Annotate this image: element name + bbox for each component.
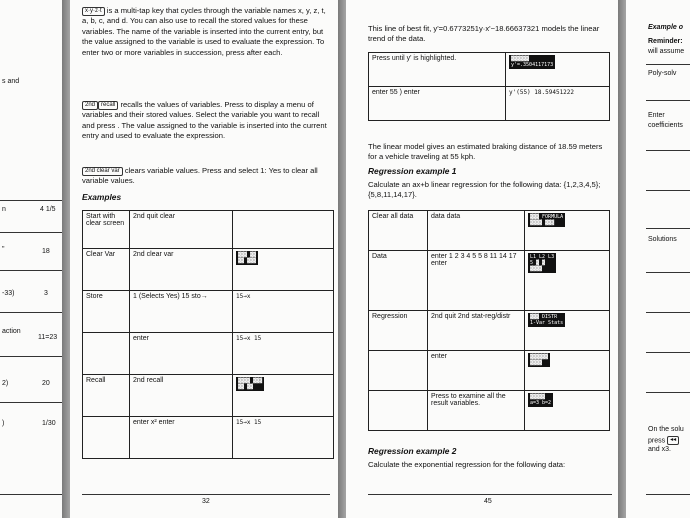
key-sequence: enter: [130, 333, 233, 375]
table-row: [369, 391, 610, 431]
cell-fragment: ): [2, 420, 5, 427]
examples-heading: Examples: [82, 192, 122, 202]
footer-rule: [82, 494, 330, 495]
page-32: [70, 0, 338, 518]
table-rule: [646, 190, 690, 191]
key-sequence: data data: [428, 211, 525, 251]
best-fit-paragraph: This line of best fit, y'=0.6773251y·x'−18.66637321 models the linear trend of the data.: [368, 24, 600, 44]
step-label: [369, 351, 428, 391]
table-rule: [646, 272, 690, 273]
table-row: [369, 311, 610, 351]
step-label: Start with clear screen: [83, 211, 130, 249]
cell-fragment: ": [2, 246, 5, 253]
page-number: 45: [484, 498, 492, 505]
regression-example-1-heading: Regression example 1: [368, 166, 457, 176]
footer-rule: [368, 494, 612, 495]
cell-fragment: 3: [44, 290, 48, 297]
instruction: Press to examine all the result variables.: [428, 391, 525, 431]
text-fragment: will assume: [648, 48, 685, 55]
page-right-fragment: [626, 0, 690, 518]
variable-key-paragraph: x·y·z·t is a multi-tap key that cycles through the variable names x, y, z, t, a, b, c, and d. You can also use to recall the stored values for these variables. The name of the variable is inserted into the current entry, but the value assigned to the variable is used to evaluate the expression. To enter two or more variables in succession, press after each.: [82, 6, 326, 57]
screen-cell: 15→x 15: [233, 333, 334, 375]
key-sequence: enter 55 ) enter: [369, 87, 506, 121]
text-fragment: Enter: [648, 112, 665, 119]
lcd-menu-icon: ▓▓▓ FORMULA ▓▓▓▓ ▓▓▓: [530, 214, 564, 226]
table-rule: [646, 100, 690, 101]
lcd-screen-icon: ▓▓▓▓▓▓ ▓▓▓▓: [530, 354, 549, 366]
example-1-paragraph: Calculate an ax+b linear regression for the following data: {1,2,3,4,5}; {5,8,11,14,17}.: [368, 180, 601, 200]
regression-table: [368, 210, 610, 431]
screen-cell: [525, 391, 610, 431]
step-label: [83, 417, 130, 459]
screen-cell: [525, 311, 610, 351]
step-label: Clear all data: [369, 211, 428, 251]
text-fragment: Poly-solv: [648, 70, 677, 77]
examples-table: [82, 210, 334, 459]
cell-fragment: 2): [2, 380, 9, 387]
text-fragment: coefficients: [648, 122, 683, 129]
key-sequence: 2nd quit clear: [130, 211, 233, 249]
result-paragraph: The linear model gives an estimated braking distance of 18.59 meters for a vehicle traveling at 55 kph.: [368, 142, 603, 162]
clear-var-key-icon: 2nd clear var: [82, 167, 123, 176]
table-row: [83, 249, 334, 291]
table-row: [369, 211, 610, 251]
text-fragment: press ◂◂: [648, 436, 679, 445]
xyzt-key-icon: x·y·z·t: [82, 7, 105, 16]
cell-fragment: action: [2, 328, 21, 335]
table-rule: [646, 312, 690, 313]
cell-fragment: 4 1/5: [40, 206, 56, 213]
cell-fragment: -33): [2, 290, 15, 297]
table-rule: [646, 392, 690, 393]
table-row: [369, 87, 610, 121]
key-sequence: enter: [428, 351, 525, 391]
footer-rule: [0, 494, 62, 495]
screen-cell: [506, 53, 610, 87]
table-rule: [646, 64, 690, 65]
instruction: Press until y' is highlighted.: [369, 53, 506, 87]
lcd-menu-icon: ▓▓▓ ▓▓ ▓▓ ▓▓▓: [238, 252, 257, 264]
screen-cell: [525, 211, 610, 251]
step-label: Regression: [369, 311, 428, 351]
table-row: [83, 291, 334, 333]
key-icon: ◂◂: [667, 436, 679, 445]
table-rule: [0, 312, 62, 313]
cell-fragment: n: [2, 206, 6, 213]
table-rule: [646, 228, 690, 229]
table-rule: [646, 352, 690, 353]
lcd-menu-icon: ▓▓▓▓ ▓▓▓ ▓▓ ▓▓: [238, 378, 263, 390]
step-label: Data: [369, 251, 428, 311]
screen-cell: 15→x: [233, 291, 334, 333]
table-rule: [0, 232, 62, 233]
table-row: [83, 417, 334, 459]
table-rule: [0, 356, 62, 357]
screen-cell: 15→x 15: [233, 417, 334, 459]
step-label: [369, 391, 428, 431]
page-number: 32: [202, 498, 210, 505]
cell-fragment: 20: [42, 380, 50, 387]
second-key-icon: 2nd: [82, 101, 98, 110]
table-row: [83, 375, 334, 417]
lcd-menu-icon: ▓▓▓ DISTR 1-Var Stats: [530, 314, 564, 326]
cell-fragment: 11=23: [38, 334, 58, 341]
example-2-paragraph: Calculate the exponential regression for the following data:: [368, 460, 566, 469]
lcd-table-icon: L1 L2 L3 5 ▓ ▓ ▓▓▓▓: [530, 254, 555, 272]
page-left-fragment: [0, 0, 62, 518]
page-gutter: [338, 0, 346, 518]
step-label: Clear Var: [83, 249, 130, 291]
step-label: [83, 333, 130, 375]
page-gutter: [618, 0, 626, 518]
key-sequence: 2nd quit 2nd stat-reg/distr: [428, 311, 525, 351]
table-row: [369, 53, 610, 87]
text-fragment: Reminder:: [648, 38, 683, 45]
key-sequence: 2nd recall: [130, 375, 233, 417]
table-row: [83, 211, 334, 249]
recall-paragraph: 2nd recall recalls the values of variables. Press to display a menu of variables and their stored values. Select the variable you want to recall and press . The value assigned to the variable is inserted into the current entry and used to evaluate the expression.: [82, 100, 327, 141]
lcd-screen-icon: ▓▓▓▓▓▓ y'=.3504117173: [511, 56, 554, 68]
clear-var-paragraph: 2nd clear var clears variable values. Press and select 1: Yes to clear all variable values.: [82, 166, 318, 186]
regression-example-2-heading: Regression example 2: [368, 446, 457, 456]
table-rule: [0, 200, 62, 201]
text-fragment: and x3.: [648, 446, 671, 453]
table-rule: [0, 270, 62, 271]
key-sequence: enter 1 2 3 4 5 5 8 11 14 17 enter: [428, 251, 525, 311]
table-row: [369, 351, 610, 391]
page-45: [346, 0, 618, 518]
table-rule: [646, 150, 690, 151]
screen-cell: [525, 351, 610, 391]
screen-cell: [525, 251, 610, 311]
cell-fragment: 18: [42, 248, 50, 255]
step-label: Store: [83, 291, 130, 333]
page-gutter: [62, 0, 70, 518]
evaluate-table: [368, 52, 610, 121]
cell-fragment: 1/30: [42, 420, 56, 427]
recall-key-icon: recall: [98, 101, 118, 110]
lcd-screen-icon: ▓▓▓▓▓ a=3 b=2: [530, 394, 552, 406]
key-sequence: 1 (Selects Yes) 15 sto→: [130, 291, 233, 333]
key-sequence: 2nd clear var: [130, 249, 233, 291]
text-fragment: On the solu: [648, 426, 684, 433]
key-sequence: enter x² enter: [130, 417, 233, 459]
footer-rule: [646, 494, 690, 495]
text-fragment: s and: [2, 78, 20, 85]
text-fragment: Example o: [648, 24, 684, 31]
table-rule: [0, 402, 62, 403]
text-fragment: Solutions: [648, 236, 677, 243]
table-row: [83, 333, 334, 375]
screen-cell: [233, 375, 334, 417]
screen-cell: [233, 211, 334, 249]
screen-cell: y'(55) 18.59451222: [506, 87, 610, 121]
step-label: Recall: [83, 375, 130, 417]
screen-cell: [233, 249, 334, 291]
table-row: [369, 251, 610, 311]
